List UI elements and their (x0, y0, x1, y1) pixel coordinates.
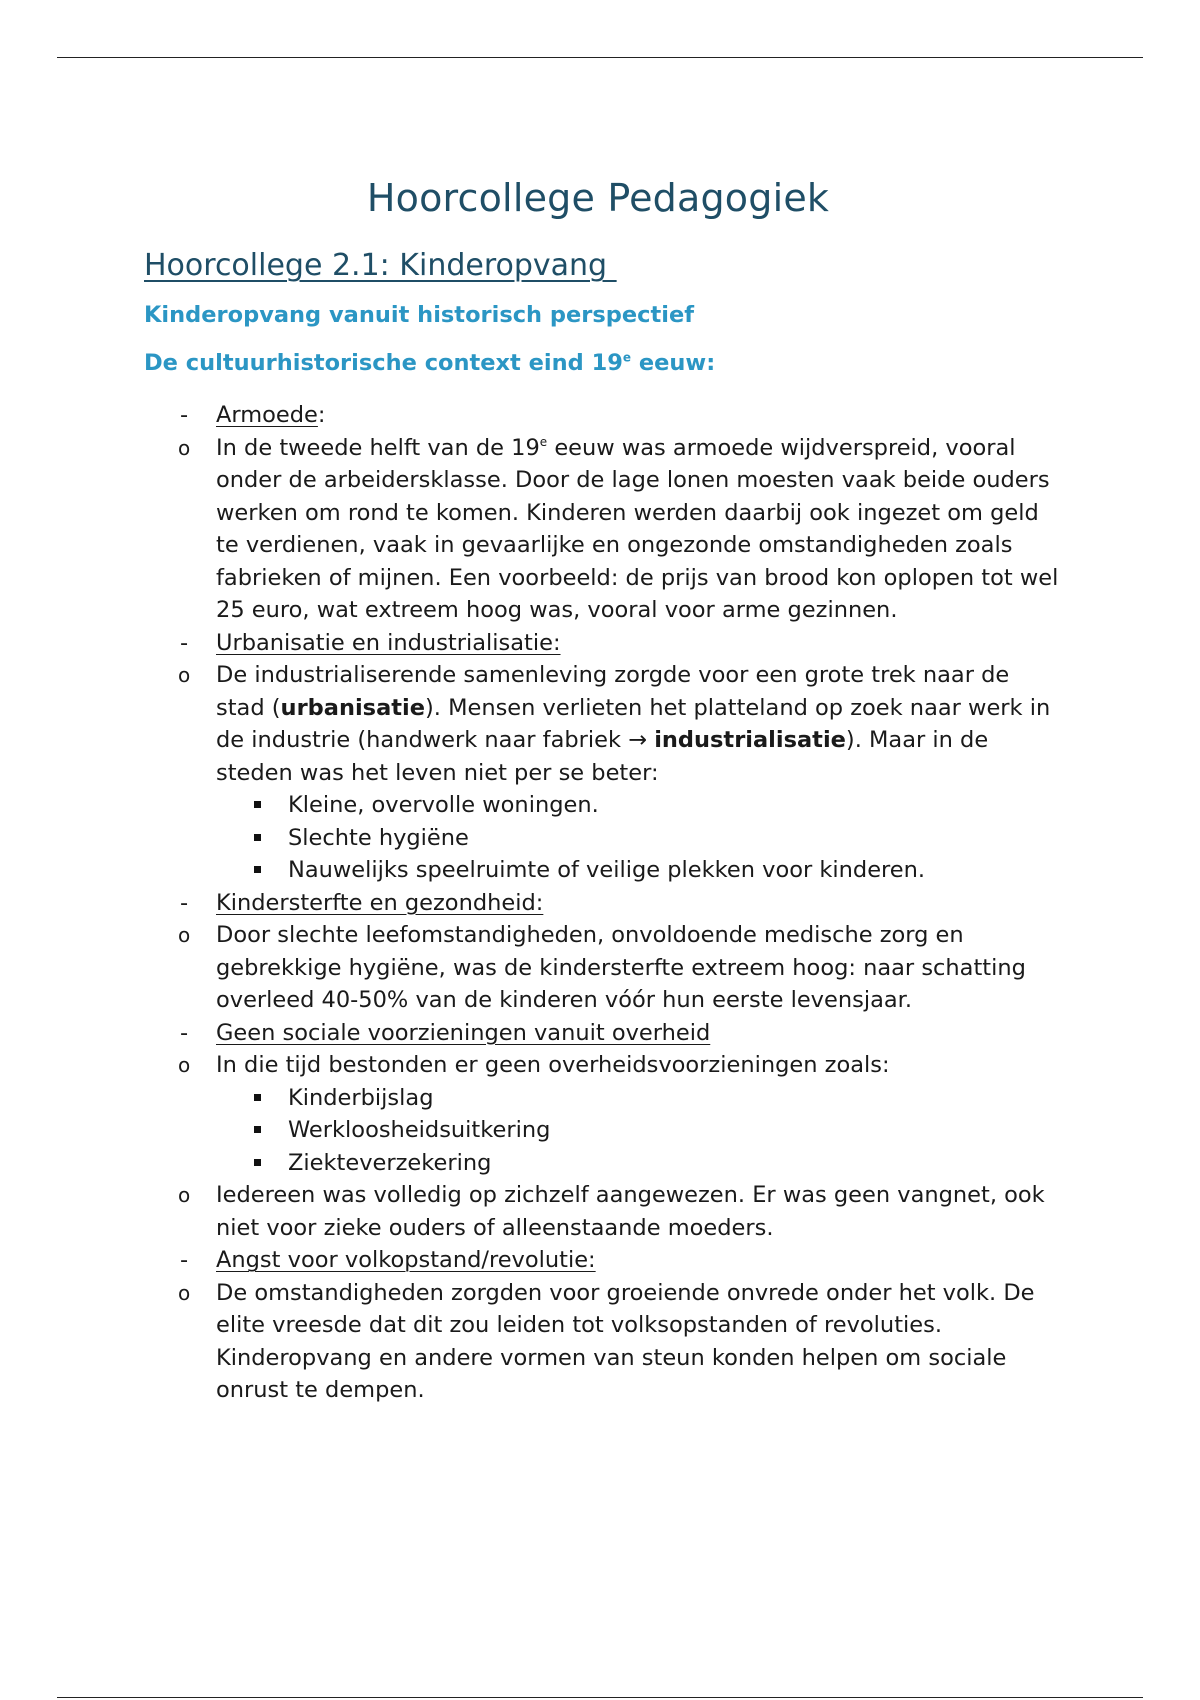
circle-marker: o (178, 1053, 191, 1077)
list-item: Werkloosheidsuitkering (72, 1114, 1064, 1147)
list-item: Kleine, overvolle woningen. (72, 789, 1064, 822)
list-item-kindersterfte (144, 887, 1064, 920)
voorzieningen-paragraph: o In die tijd bestonden er geen overheidsvoorzieningen zoals: (72, 1049, 1064, 1082)
section-heading: Kinderopvang vanuit historisch perspectief (144, 302, 694, 328)
list-item-voorzieningen (144, 1017, 1064, 1050)
square-bullet (254, 801, 261, 808)
square-bullet (254, 1159, 261, 1166)
voorzieningen-paragraph-2: o Iedereen was volledig op zichzelf aangewezen. Er was geen vangnet, ook niet voor zieke ouders of alleenstaande moeders. (72, 1179, 1064, 1244)
list-item: Slechte hygiëne (72, 822, 1064, 855)
lecture-heading: Hoorcollege 2.1: Kinderopvang (144, 248, 617, 283)
list-item: Kinderbijslag (72, 1082, 1064, 1115)
square-bullet (254, 1094, 261, 1101)
list-item: Nauwelijks speelruimte of veilige plekken voor kinderen. (72, 854, 1064, 887)
angst-paragraph: o De omstandigheden zorgden voor groeiende onvrede onder het volk. De elite vreesde dat dit zou leiden tot volksopstanden of revoluties. Kinderopvang en andere vormen van steun konden helpen om sociale onrust te dempen. (72, 1277, 1064, 1407)
kindersterfte-label: Kindersterfte en gezondheid: (216, 889, 544, 916)
dash-marker: - (180, 1019, 189, 1046)
context-heading: De cultuurhistorische context eind 19e eeuw: (144, 350, 716, 376)
circle-marker: o (178, 923, 191, 947)
circle-marker: o (178, 1280, 191, 1305)
armoede-paragraph: o In de tweede helft van de 19e eeuw was armoede wijdverspreid, vooral onder de arbeidersklasse. Door de lage lonen moesten vaak beide ouders werken om rond te komen. Kinderen werden daarbij ook ingezet om geld te verdienen, vaak in gevaarlijke en ongezonde omstandigheden zoals fabrieken of mijnen. Een voorbeeld: de prijs van brood kon oplopen tot wel 25 euro, wat extreem hoog was, vooral voor arme gezinnen. (72, 432, 1064, 627)
circle-marker: o (178, 435, 191, 460)
voorzieningen-label: Geen sociale voorzieningen vanuit overheid (216, 1019, 711, 1046)
dash-marker: - (180, 1247, 189, 1273)
urbanisatie-label: Urbanisatie en industrialisatie: (216, 629, 561, 656)
footer-rule (57, 1697, 1143, 1698)
list-item: Ziekteverzekering (72, 1147, 1064, 1180)
header-rule (57, 57, 1143, 58)
list-item-urbanisatie (144, 627, 1064, 660)
list-item-armoede: - Armoede: (144, 399, 1064, 432)
dash-marker: - (180, 629, 189, 656)
angst-label: Angst voor volkopstand/revolutie: (216, 1247, 596, 1273)
square-bullet (254, 866, 261, 873)
dash-marker: - (180, 402, 189, 428)
circle-marker: o (178, 1183, 191, 1207)
circle-marker: o (178, 663, 191, 687)
dash-marker: - (180, 889, 189, 916)
square-bullet (254, 834, 261, 841)
context-list (144, 399, 1064, 1407)
kindersterfte-paragraph: o Door slechte leefomstandigheden, onvoldoende medische zorg en gebrekkige hygiëne, was de kindersterfte extreem hoog: naar schatting overleed 40-50% van de kinderen vóór hun eerste levensjaar. (72, 919, 1064, 1017)
urbanisatie-paragraph: o De industrialiserende samenleving zorgde voor een grote trek naar de stad (urbanisatie). Mensen verlieten het platteland op zoek naar werk in de industrie (handwerk naar fabriek → industrialisatie). Maar in de steden was het leven niet per se beter: (72, 659, 1064, 789)
armoede-label: Armoede (216, 402, 318, 428)
list-item-angst (144, 1244, 1064, 1277)
document-title: Hoorcollege Pedagogiek (366, 176, 830, 220)
square-bullet (254, 1126, 261, 1133)
